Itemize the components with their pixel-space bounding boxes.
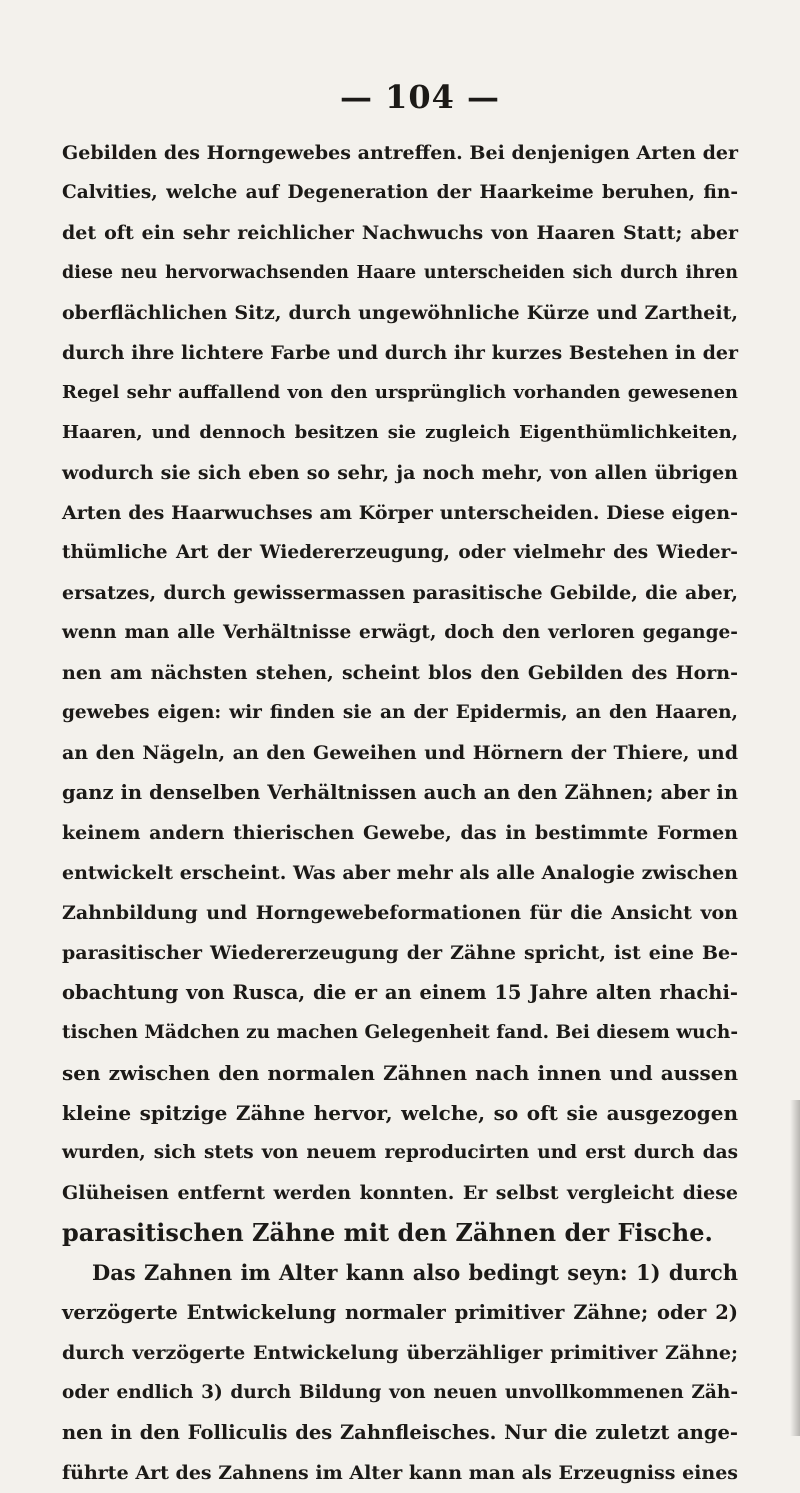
text-line: nen am nächsten stehen, scheint blos den Gebilden des Horn-: [62, 662, 738, 684]
page-number: — 104 —: [339, 78, 501, 116]
text-line: Haaren, und dennoch besitzen sie zugleich Eigenthümlichkeiten,: [62, 422, 738, 443]
text-line: gewebes eigen: wir finden sie an der Epidermis, an den Haaren,: [62, 702, 738, 723]
text-line: Zahnbildung und Horngewebeformationen für die Ansicht von: [62, 902, 738, 924]
body-text: [62, 133, 738, 1493]
text-line: kleine spitzige Zähne hervor, welche, so oft sie ausgezogen: [62, 1101, 738, 1125]
text-line: an den Nägeln, an den Geweihen und Hörnern der Thiere, und: [62, 742, 738, 764]
text-line: oberflächlichen Sitz, durch ungewöhnliche Kürze und Zartheit,: [62, 302, 738, 324]
text-line: parasitischer Wiedererzeugung der Zähne spricht, ist eine Be-: [62, 942, 738, 964]
text-line: ganz in denselben Verhältnissen auch an den Zähnen; aber in: [62, 781, 738, 804]
text-line: tischen Mädchen zu machen Gelegenheit fand. Bei diesem wuch-: [62, 1022, 739, 1043]
text-line: Arten des Haarwuchses am Körper unterscheiden. Diese eigen-: [62, 502, 738, 524]
text-line: nen in den Folliculis des Zahnfleisches. Nur die zuletzt ange-: [62, 1421, 738, 1444]
text-line: entwickelt erscheint. Was aber mehr als alle Analogie zwischen: [62, 862, 738, 884]
text-line: Calvities, welche auf Degeneration der Haarkeime beruhen, fin-: [62, 182, 738, 203]
text-line: det oft ein sehr reichlicher Nachwuchs von Haaren Statt; aber: [62, 222, 738, 244]
text-line: wodurch sie sich eben so sehr, ja noch mehr, von allen übrigen: [62, 462, 738, 484]
text-line: diese neu hervorwachsenden Haare unterscheiden sich durch ihren: [62, 263, 738, 283]
text-line: Glüheisen entfernt werden konnten. Er selbst vergleicht diese: [62, 1182, 738, 1204]
text-line: Regel sehr auffallend von den ursprünglich vorhanden gewesenen: [62, 382, 738, 403]
text-line: wenn man alle Verhältnisse erwägt, doch den verloren gegange-: [62, 622, 738, 643]
text-line: führte Art des Zahnens im Alter kann man als Erzeugniss eines: [62, 1462, 738, 1484]
page-edge-shadow: [790, 1100, 800, 1436]
text-line: keinem andern thierischen Gewebe, das in bestimmte Formen: [62, 822, 738, 844]
text-line: thümliche Art der Wiedererzeugung, oder vielmehr des Wieder-: [62, 542, 738, 563]
text-line: Gebilden des Horngewebes antreffen. Bei denjenigen Arten der: [62, 142, 738, 164]
text-line: oder endlich 3) durch Bildung von neuen unvollkommenen Zäh-: [62, 1382, 738, 1403]
text-line-paragraph-start: Das Zahnen im Alter kann also bedingt seyn: 1) durch: [92, 1260, 738, 1285]
text-line: durch ihre lichtere Farbe und durch ihr kurzes Bestehen in der: [62, 342, 738, 364]
text-line: verzögerte Entwickelung normaler primitiver Zähne; oder 2): [62, 1301, 738, 1324]
text-line: ersatzes, durch gewissermassen parasitische Gebilde, die aber,: [62, 582, 738, 604]
text-line: wurden, sich stets von neuem reproducirten und erst durch das: [62, 1142, 738, 1163]
text-line: sen zwischen den normalen Zähnen nach innen und aussen: [62, 1061, 738, 1085]
text-line-paragraph-end: parasitischen Zähne mit den Zähnen der Fische.: [62, 1218, 713, 1247]
text-line: durch verzögerte Entwickelung überzähliger primitiver Zähne;: [62, 1342, 738, 1364]
text-line: obachtung von Rusca, die er an einem 15 Jahre alten rhachi-: [62, 981, 738, 1004]
